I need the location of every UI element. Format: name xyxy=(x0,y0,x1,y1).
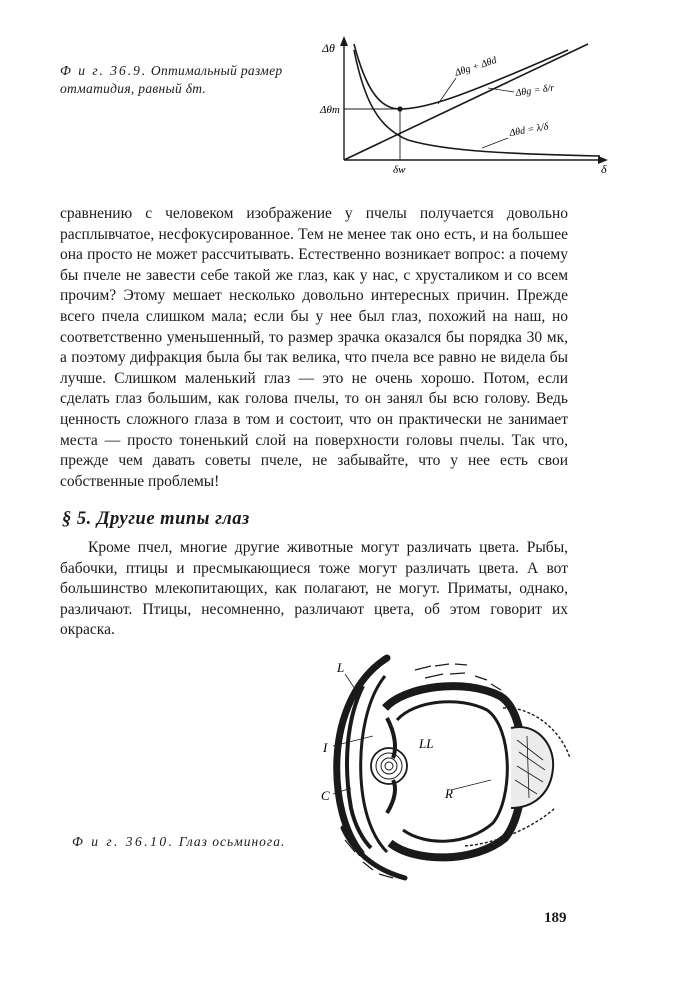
diffraction-label-leader xyxy=(482,138,508,148)
label-C: C xyxy=(321,788,330,803)
section-heading: § 5. Другие типы глаз xyxy=(62,509,250,529)
eye-globe-inner xyxy=(397,702,507,842)
paragraph: Кроме пчел, многие другие животные могут различать цвета. Рыбы, бабочки, птицы и пресмыкающиеся тоже могут различать цвета. А вот большинство млекопитающих, как полагают, не могут. Приматы, однако, различают. Птицы, несомненно, различают цвета, об этом говорит их окраска. xyxy=(60,539,568,639)
page-number: 189 xyxy=(544,910,567,926)
paragraph: сравнению с человеком изображение у пчелы получается довольно расплывчатое, несфокусированное. Тем не менее так оно есть, и на большее она просто не может рассчитывать. Естественно возникает вопрос: а почему бы пчеле не завести себе такой же глаз, как у нас, с хрусталиком и со всем прочим? Этому мешает несколько довольно интересных причин. Прежде всего пчела слишком мала; если бы у нее был глаз, похожий на наш, но соответственно уменьшенный, то размер зрачка оказался бы порядка 30 мк, а поэтому дифракция была бы так велика, что пчела все равно не видела бы лучше. Слишком маленький глаз — это не очень хорошо. Потом, если сделать глаз большим, как голова пчелы, то он занял бы всю голову. Ведь ценность сложного глаза в том и состоит, что он практически не занимает места — просто тоненький слой на поверхности головы пчелы. Так что, прежде чем давать советы пчеле, не забывайте, что у нее есть свои собственные проблемы! xyxy=(60,205,568,490)
series-geometric-label: Δθg = δ/r xyxy=(514,82,555,99)
optic-lobe xyxy=(511,727,553,808)
x-tick-label: δw xyxy=(393,164,406,176)
label-L: L xyxy=(337,660,345,675)
sclera-layer xyxy=(361,676,387,852)
y-tick-label: Δθm xyxy=(320,104,340,116)
lens xyxy=(371,748,407,784)
figure-caption-text: Глаз осьминога. xyxy=(178,834,286,849)
label-R-leader xyxy=(451,780,491,790)
series-sum-label: Δθg + Δθd xyxy=(453,55,499,79)
figure-label: Ф и г. 36.10. xyxy=(72,834,175,849)
y-axis-arrow xyxy=(340,36,348,46)
octopus-eye-figure xyxy=(315,648,585,898)
figure-label: Ф и г. 36.9. xyxy=(60,63,148,78)
label-R: R xyxy=(445,786,453,801)
figure-36-10-caption xyxy=(72,834,285,850)
figure-caption-text: Оптимальный размер оmматидия, равный δm. xyxy=(60,63,283,96)
x-axis-label: δ xyxy=(601,162,607,176)
figure-36-9-chart xyxy=(318,30,618,180)
label-I: I xyxy=(323,740,328,755)
figure-36-9-caption xyxy=(60,62,320,98)
label-LL: LL xyxy=(419,736,434,751)
series-diffraction-label: Δθd = λ/δ xyxy=(508,121,550,139)
label-L-leader xyxy=(345,674,357,692)
body-text xyxy=(60,204,568,492)
iris xyxy=(387,718,395,813)
y-axis-label: Δθ xyxy=(322,41,335,55)
optimum-point xyxy=(397,106,402,111)
